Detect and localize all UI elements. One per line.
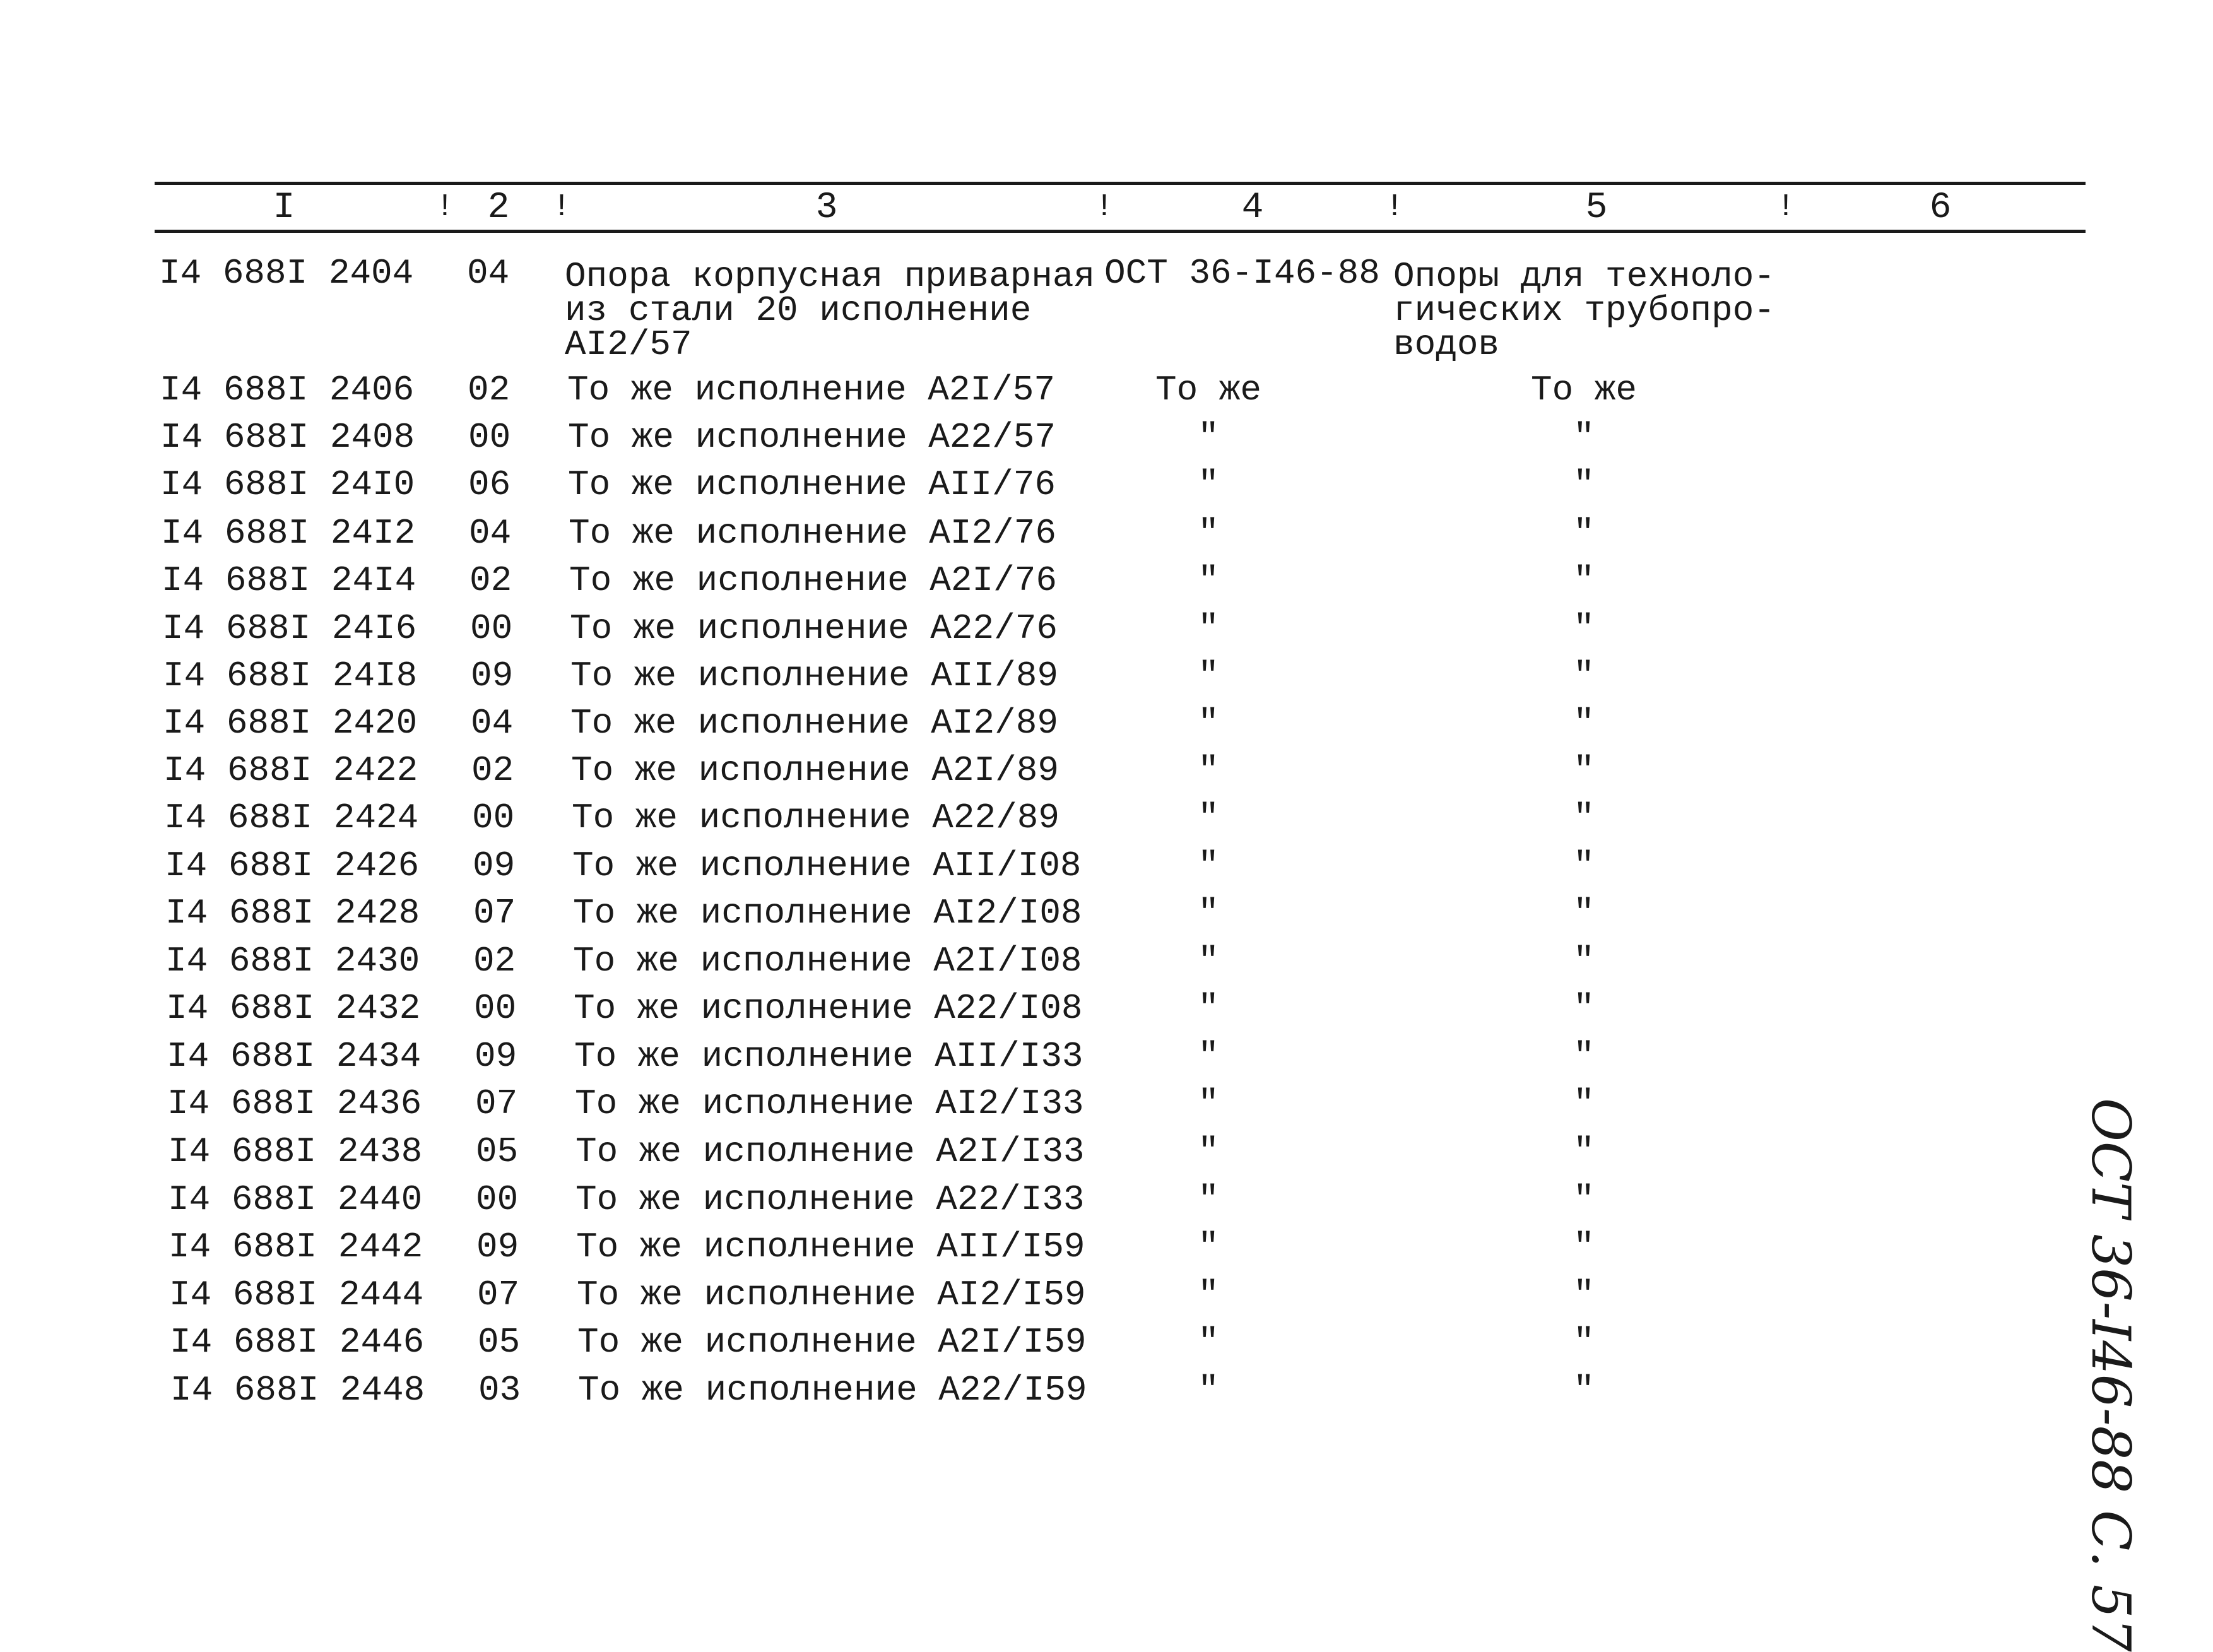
row-code: I4 688I 2446 — [170, 1322, 425, 1362]
row-description: То же исполнение AI2/I59 — [577, 1275, 1086, 1315]
row-code: I4 688I 2420 — [163, 703, 418, 743]
row-group: " — [1573, 656, 1595, 696]
column-header-5: 5 — [1585, 187, 1608, 228]
row-number: 04 — [471, 703, 514, 743]
row-number: 03 — [478, 1370, 521, 1410]
row-group: " — [1573, 703, 1595, 743]
row-group: " — [1573, 464, 1595, 505]
column-separator: ! — [435, 189, 455, 225]
row-code: I4 688I 24I2 — [161, 513, 416, 553]
row-code: I4 688I 2444 — [169, 1275, 424, 1315]
row-group: " — [1573, 513, 1595, 553]
row-number: 00 — [476, 1179, 519, 1220]
row-code: I4 688I 2408 — [160, 417, 415, 457]
row-description: То же исполнение AII/76 — [568, 464, 1056, 505]
row-number: 02 — [468, 370, 510, 410]
column-header-2: 2 — [487, 187, 510, 228]
table-top-rule — [155, 182, 2086, 185]
row-number: 02 — [469, 560, 512, 601]
row-code: I4 688I 2448 — [170, 1370, 425, 1410]
row-group: " — [1573, 1036, 1595, 1077]
row-standard: " — [1198, 750, 1219, 791]
row-group: Опоры для техноло- гических трубопро- водов — [1393, 256, 1775, 365]
row-group: " — [1573, 560, 1595, 601]
row-code: I4 688I 24I4 — [162, 560, 416, 601]
row-standard: " — [1198, 464, 1219, 505]
row-code: I4 688I 2428 — [165, 893, 420, 933]
row-standard: " — [1198, 798, 1219, 838]
row-description: То же исполнение AII/I59 — [576, 1227, 1085, 1267]
margin-document-code: ОСТ 36-I46-88 С. 57 — [2080, 1098, 2142, 1652]
row-standard: " — [1198, 560, 1219, 601]
row-standard: " — [1198, 1036, 1219, 1077]
row-number: 09 — [475, 1036, 517, 1077]
row-standard: " — [1198, 608, 1219, 649]
row-standard: " — [1198, 703, 1219, 743]
row-code: I4 688I 2430 — [165, 941, 420, 981]
row-description: То же исполнение AII/I33 — [574, 1036, 1083, 1077]
row-number: 06 — [468, 464, 511, 505]
row-description: То же исполнение A2I/76 — [569, 560, 1057, 601]
row-standard: " — [1198, 1083, 1219, 1124]
row-number: 00 — [474, 988, 517, 1029]
row-code: I4 688I 2436 — [167, 1083, 422, 1124]
row-number: 00 — [468, 417, 511, 457]
row-group: " — [1573, 1083, 1595, 1124]
row-standard: " — [1198, 1131, 1219, 1172]
row-code: I4 688I 2434 — [167, 1036, 422, 1077]
row-group: " — [1573, 798, 1595, 838]
row-description: То же исполнение A22/89 — [572, 798, 1059, 838]
row-number: 05 — [478, 1322, 521, 1362]
column-separator: ! — [1385, 189, 1405, 225]
row-group: " — [1573, 846, 1595, 886]
row-description: То же исполнение AI2/89 — [570, 703, 1058, 743]
row-number: 00 — [470, 608, 513, 649]
column-header-3: 3 — [815, 187, 838, 228]
row-number: 09 — [473, 846, 516, 886]
row-description: То же исполнение AI2/I33 — [575, 1083, 1084, 1124]
row-standard: ОСТ 36-I46-88 — [1104, 253, 1380, 293]
row-group: " — [1573, 988, 1595, 1029]
row-number: 09 — [471, 656, 514, 696]
row-description: То же исполнение A22/57 — [568, 417, 1056, 457]
row-code: I4 688I 2404 — [159, 253, 414, 293]
row-number: 07 — [473, 893, 516, 933]
row-number: 04 — [467, 253, 510, 293]
row-description: То же исполнение A22/76 — [570, 608, 1058, 649]
row-description: То же исполнение A2I/I59 — [577, 1322, 1087, 1362]
column-separator: ! — [552, 189, 572, 225]
row-group: " — [1573, 1179, 1595, 1220]
row-code: I4 688I 24I8 — [163, 656, 418, 696]
row-description: То же исполнение A22/I59 — [578, 1370, 1087, 1410]
row-number: 02 — [471, 750, 514, 791]
row-standard: То же — [1155, 370, 1262, 410]
row-standard: " — [1198, 1370, 1219, 1410]
row-standard: " — [1198, 1179, 1219, 1220]
row-code: I4 688I 2432 — [166, 988, 421, 1029]
row-number: 07 — [477, 1275, 520, 1315]
row-group: " — [1573, 750, 1595, 791]
row-number: 09 — [476, 1227, 519, 1267]
column-header-1: I — [273, 187, 295, 228]
row-number: 07 — [475, 1083, 518, 1124]
row-code: I4 688I 24I0 — [160, 464, 415, 505]
row-description: То же исполнение A2I/89 — [571, 750, 1059, 791]
row-code: I4 688I 2442 — [168, 1227, 423, 1267]
row-standard: " — [1198, 1227, 1219, 1267]
row-description: То же исполнение AI2/I08 — [573, 893, 1082, 933]
row-number: 02 — [473, 941, 516, 981]
row-description: То же исполнение A22/I33 — [575, 1179, 1085, 1220]
column-separator: ! — [1776, 189, 1796, 225]
row-standard: " — [1198, 893, 1219, 933]
row-code: I4 688I 2440 — [168, 1179, 423, 1220]
row-group: " — [1573, 608, 1595, 649]
row-description: То же исполнение A2I/I08 — [573, 941, 1082, 981]
row-standard: " — [1198, 1275, 1219, 1315]
row-group: " — [1573, 1275, 1595, 1315]
row-number: 00 — [472, 798, 515, 838]
column-header-6: 6 — [1929, 187, 1952, 228]
row-group: То же — [1530, 370, 1638, 410]
row-description: То же исполнение A2I/57 — [567, 370, 1055, 410]
row-group: " — [1573, 1370, 1595, 1410]
row-group: " — [1573, 893, 1595, 933]
row-code: I4 688I 2406 — [160, 370, 415, 410]
row-description: То же исполнение AI2/76 — [569, 513, 1056, 553]
row-group: " — [1573, 417, 1595, 457]
row-group: " — [1573, 941, 1595, 981]
row-code: I4 688I 24I6 — [162, 608, 417, 649]
row-code: I4 688I 2424 — [164, 798, 419, 838]
row-standard: " — [1198, 941, 1219, 981]
row-group: " — [1573, 1131, 1595, 1172]
row-group: " — [1573, 1227, 1595, 1267]
row-description: То же исполнение A2I/I33 — [575, 1131, 1085, 1172]
row-code: I4 688I 2422 — [163, 750, 418, 791]
row-standard: " — [1198, 846, 1219, 886]
row-code: I4 688I 2426 — [165, 846, 420, 886]
row-standard: " — [1198, 656, 1219, 696]
row-number: 04 — [469, 513, 512, 553]
column-header-4: 4 — [1241, 187, 1264, 228]
row-description: То же исполнение AII/89 — [570, 656, 1058, 696]
column-separator: ! — [1095, 189, 1114, 225]
table-header-rule — [155, 230, 2086, 233]
row-standard: " — [1198, 1322, 1219, 1362]
row-code: I4 688I 2438 — [168, 1131, 423, 1172]
row-description: Опора корпусная приварная из стали 20 исполнение AI2/57 — [565, 256, 1095, 365]
row-number: 05 — [476, 1131, 519, 1172]
row-description: То же исполнение AII/I08 — [572, 846, 1082, 886]
row-group: " — [1573, 1322, 1595, 1362]
row-description: То же исполнение A22/I08 — [574, 988, 1083, 1029]
row-standard: " — [1198, 988, 1219, 1029]
row-standard: " — [1198, 513, 1219, 553]
row-standard: " — [1198, 417, 1219, 457]
